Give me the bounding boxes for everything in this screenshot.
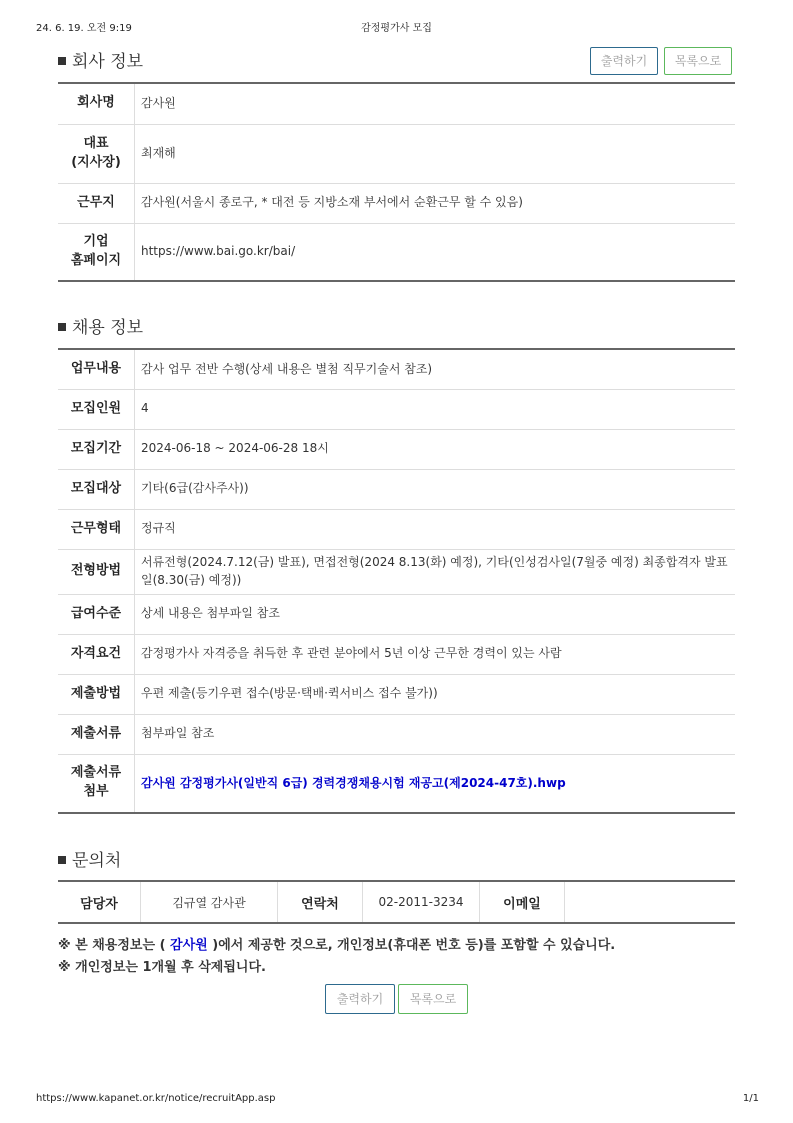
table-row (58, 881, 735, 923)
table-row (58, 714, 735, 754)
table-row (58, 389, 735, 429)
period-value: 2024-06-18 ~ 2024-06-28 18시 (135, 429, 736, 469)
row-label: 제출방법 (58, 674, 135, 714)
target-value: 기타(6급(감사주사)) (135, 469, 736, 509)
table-row (58, 469, 735, 509)
contact-table (58, 880, 735, 924)
row-label: 모집인원 (58, 389, 135, 429)
print-datetime: 24. 6. 19. 오전 9:19 (36, 23, 132, 34)
row-label: 대표 (지사장) (58, 124, 135, 183)
company-name-value: 감사원 (135, 83, 736, 124)
row-label: 모집기간 (58, 429, 135, 469)
table-row (58, 754, 735, 813)
list-button-top[interactable]: 목록으로 (664, 47, 732, 75)
row-label: 업무내용 (70, 360, 122, 376)
table-row (58, 549, 735, 594)
table-row (58, 674, 735, 714)
square-bullet-icon (58, 57, 66, 65)
square-bullet-icon (58, 323, 66, 331)
homepage-link[interactable]: https://www.bai.go.kr/bai/ (135, 223, 736, 281)
table-row (58, 183, 735, 223)
row-label: 제출서류 첨부 (58, 754, 135, 813)
row-label: 모집대상 (58, 469, 135, 509)
row-label: 근무형태 (58, 509, 135, 549)
recruit-section-title: 채용 정보 (58, 313, 143, 338)
contact-section-title: 문의처 (58, 846, 121, 871)
provider-org: 감사원 (170, 938, 208, 953)
company-info-table (58, 82, 735, 282)
print-page-title: 감정평가사 모집 (361, 23, 432, 34)
row-label: 회사명 (77, 95, 115, 111)
table-row (58, 124, 735, 183)
row-label: 전형방법 (58, 549, 135, 594)
row-label: 급여수준 (58, 594, 135, 634)
table-row (58, 509, 735, 549)
salary-value: 상세 내용은 첨부파일 참조 (135, 594, 736, 634)
contact-person-value: 김규열 감사관 (141, 881, 278, 923)
attachment-cell (135, 754, 736, 813)
row-label: 제출서류 (58, 714, 135, 754)
print-page-number: 1/1 (742, 1093, 759, 1104)
print-header (0, 19, 793, 35)
print-url: https://www.kapanet.or.kr/notice/recruitApp.asp (36, 1093, 276, 1104)
headcount-value: 4 (135, 389, 736, 429)
documents-value: 첨부파일 참조 (135, 714, 736, 754)
recruit-info-table (58, 348, 735, 814)
table-row (58, 349, 735, 389)
representative-value: 최재해 (135, 124, 736, 183)
contact-phone-label: 연락처 (278, 881, 363, 923)
list-button-bottom[interactable]: 목록으로 (398, 984, 468, 1014)
contact-email-label: 이메일 (480, 881, 565, 923)
privacy-notice-line1: ※ 본 채용정보는 ( 감사원 )에서 제공한 것으로, 개인정보(휴대폰 번호 등)를 포함할 수 있습니다. (58, 938, 616, 953)
table-row (58, 594, 735, 634)
attachment-link[interactable]: 감사원 감정평가사(일반직 6급) 경력경쟁채용시험 재공고(제2024-47호).hwp (141, 775, 566, 790)
row-label: 근무지 (58, 183, 135, 223)
company-section-title: 회사 정보 (58, 47, 143, 72)
privacy-notice-line2: ※ 개인정보는 1개월 후 삭제됩니다. (58, 960, 266, 975)
contact-person-label: 담당자 (80, 896, 118, 912)
table-row (58, 634, 735, 674)
contact-phone-value: 02-2011-3234 (363, 881, 480, 923)
print-button-top[interactable]: 출력하기 (590, 47, 658, 75)
job-description-value: 감사 업무 전반 수행(상세 내용은 별첨 직무기술서 참조) (135, 349, 736, 389)
submission-method-value: 우편 제출(등기우편 접수(방문·택배·퀵서비스 접수 불가)) (135, 674, 736, 714)
row-label: 기업 홈페이지 (58, 223, 135, 281)
contact-email-value (565, 881, 736, 923)
table-row (58, 83, 735, 124)
square-bullet-icon (58, 856, 66, 864)
table-row (58, 429, 735, 469)
selection-process-value: 서류전형(2024.7.12(금) 발표), 면접전형(2024 8.13(화) 예정), 기타(인성검사일(7월중 예정) 최종합격자 발표일(8.30(금) 예정)) (135, 549, 736, 594)
print-button-bottom[interactable]: 출력하기 (325, 984, 395, 1014)
workplace-value: 감사원(서울시 종로구, * 대전 등 지방소재 부서에서 순환근무 할 수 있음) (135, 183, 736, 223)
table-row (58, 223, 735, 281)
qualification-value: 감정평가사 자격증을 취득한 후 관련 분야에서 5년 이상 근무한 경력이 있는 사람 (135, 634, 736, 674)
row-label: 자격요건 (58, 634, 135, 674)
employment-type-value: 정규직 (135, 509, 736, 549)
